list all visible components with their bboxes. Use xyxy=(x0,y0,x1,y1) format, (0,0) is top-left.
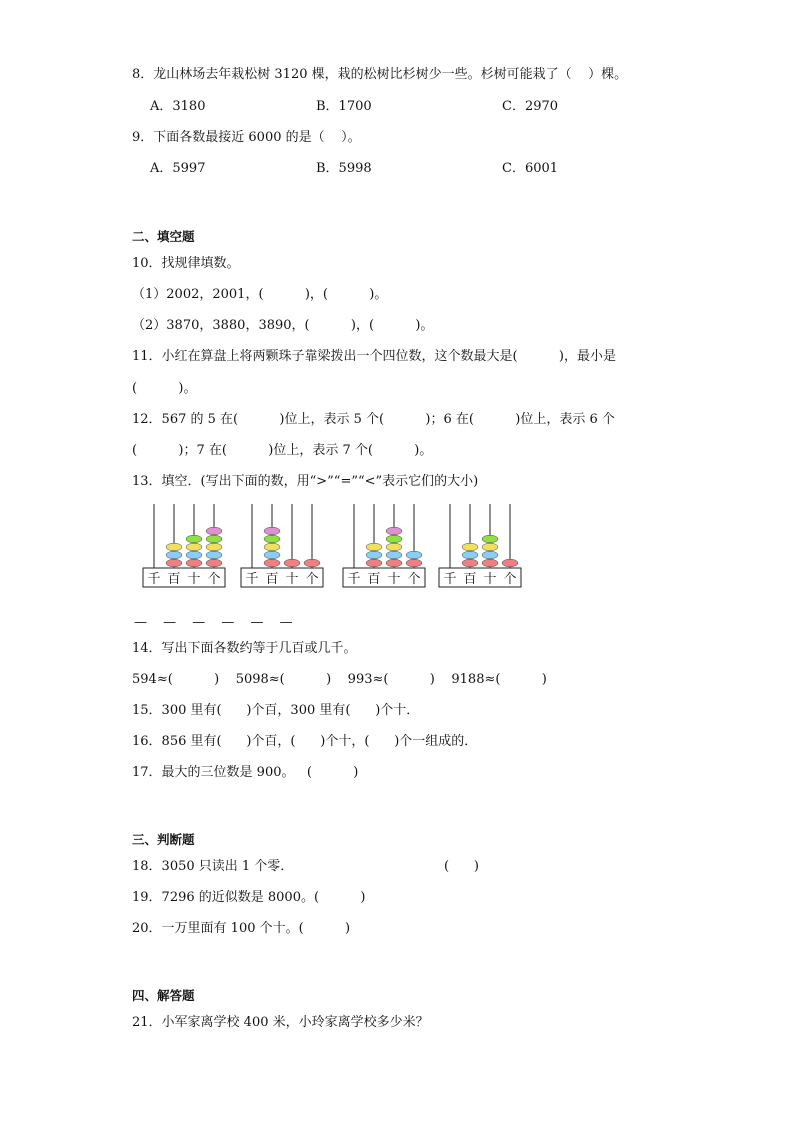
question-14-items: 594≈( ) 5098≈( ) 993≈( ) 9188≈( ) xyxy=(132,672,547,687)
abacus-bead xyxy=(264,543,280,551)
abacus-bead xyxy=(462,551,478,559)
abacus-bead xyxy=(462,543,478,551)
abacus-2-svg xyxy=(240,502,324,590)
abacus-bead xyxy=(386,535,402,543)
abacus-bead xyxy=(502,559,518,567)
question-8-option-b[interactable]: B．1700 xyxy=(316,99,372,114)
question-10-part-1: （1）2002，2001，( )，( )。 xyxy=(132,287,388,302)
question-9-text: 9．下面各数最接近 6000 的是（ ）。 xyxy=(132,130,361,145)
question-9-option-c[interactable]: C．6001 xyxy=(502,161,559,176)
abacus-bead xyxy=(386,559,402,567)
abacus-bead xyxy=(482,551,498,559)
question-11-text-line-1: 11．小红在算盘上将两颗珠子靠梁拨出一个四位数，这个数最大是( )，最小是 xyxy=(132,349,617,364)
abacus-bead xyxy=(462,559,478,567)
question-13-text: 13．填空．(写出下面的数，用“>”“=”“<”表示它们的大小) xyxy=(132,474,479,489)
abacus-bead xyxy=(206,543,222,551)
question-11-text-line-2: ( )。 xyxy=(132,381,197,396)
abacus-bead xyxy=(166,551,182,559)
abacus-3 xyxy=(342,502,426,594)
question-19-text: 19．7296 的近似数是 8000。( ) xyxy=(132,890,366,905)
abacus-place-label: 个 xyxy=(305,572,319,587)
question-12-text-line-1: 12．567 的 5 在( )位上，表示 5 个( )；6 在( )位上，表示 6 个 xyxy=(132,412,615,427)
abacus-bead xyxy=(264,551,280,559)
abacus-bead xyxy=(284,559,300,567)
question-12-text-line-2: ( )；7 在( )位上，表示 7 个( )。 xyxy=(132,443,433,458)
abacus-bead xyxy=(264,559,280,567)
question-9-option-b[interactable]: B．5998 xyxy=(316,161,372,176)
abacus-place-label: 千 xyxy=(443,572,457,587)
abacus-bead xyxy=(406,551,422,559)
abacus-place-label: 千 xyxy=(347,572,361,587)
question-10-part-2: （2）3870，3880，3890，( )，( )。 xyxy=(132,318,434,333)
abacus-place-label: 个 xyxy=(207,572,221,587)
abacus-bead xyxy=(386,551,402,559)
abacus-bead xyxy=(186,535,202,543)
abacus-bead xyxy=(206,535,222,543)
abacus-place-label: 个 xyxy=(503,572,517,587)
abacus-place-label: 十 xyxy=(187,572,201,587)
abacus-place-label: 千 xyxy=(147,572,161,587)
abacus-place-label: 百 xyxy=(463,572,477,587)
abacus-bead xyxy=(206,559,222,567)
abacus-4 xyxy=(438,502,522,594)
question-8-option-c[interactable]: C．2970 xyxy=(502,99,559,114)
abacus-3-svg xyxy=(342,502,426,590)
question-15-text: 15．300 里有( )个百，300 里有( )个十． xyxy=(132,703,420,718)
question-8-text: 8．龙山林场去年栽松树 3120 棵，栽的松树比杉树少一些。杉树可能栽了（ ）棵。 xyxy=(132,67,628,82)
abacus-place-label: 十 xyxy=(483,572,497,587)
question-16-text: 16．856 里有( )个百，( )个十，( )个一组成的． xyxy=(132,734,478,749)
abacus-bead xyxy=(186,559,202,567)
answer-blanks[interactable]: — — — — — — xyxy=(134,615,299,630)
section-2-heading: 二、填空题 xyxy=(132,229,195,244)
abacus-1 xyxy=(142,502,226,594)
abacus-bead xyxy=(366,543,382,551)
abacus-bead xyxy=(264,527,280,535)
abacus-bead xyxy=(186,543,202,551)
abacus-2 xyxy=(240,502,324,594)
abacus-bead xyxy=(482,543,498,551)
abacus-bead xyxy=(264,535,280,543)
question-18-answer-paren[interactable]: ( ) xyxy=(444,859,479,874)
question-14-text: 14．写出下面各数约等于几百或几千。 xyxy=(132,641,357,656)
abacus-bead xyxy=(366,551,382,559)
abacus-bead xyxy=(304,559,320,567)
abacus-4-svg xyxy=(438,502,522,590)
abacus-bead xyxy=(206,527,222,535)
question-20-text: 20．一万里面有 100 个十。( ) xyxy=(132,921,351,936)
abacus-1-svg xyxy=(142,502,226,590)
abacus-bead xyxy=(386,543,402,551)
abacus-place-label: 十 xyxy=(285,572,299,587)
abacus-bead xyxy=(166,559,182,567)
abacus-bead xyxy=(206,551,222,559)
abacus-place-label: 百 xyxy=(265,572,279,587)
abacus-bead xyxy=(186,551,202,559)
abacus-bead xyxy=(166,543,182,551)
abacus-bead xyxy=(386,527,402,535)
question-21-text: 21．小军家离学校 400 米，小玲家离学校多少米？ xyxy=(132,1015,429,1030)
abacus-bead xyxy=(366,559,382,567)
section-4-heading: 四、解答题 xyxy=(132,988,195,1003)
abacus-place-label: 百 xyxy=(367,572,381,587)
question-8-option-a[interactable]: A．3180 xyxy=(150,99,206,114)
abacus-bead xyxy=(482,559,498,567)
abacus-place-label: 个 xyxy=(407,572,421,587)
question-10-text: 10．找规律填数。 xyxy=(132,256,240,271)
abacus-place-label: 十 xyxy=(387,572,401,587)
abacus-bead xyxy=(406,559,422,567)
question-18-text: 18．3050 只读出 1 个零． xyxy=(132,859,294,874)
question-17-text: 17．最大的三位数是 900。 ( ) xyxy=(132,765,359,780)
abacus-bead xyxy=(482,535,498,543)
question-9-option-a[interactable]: A．5997 xyxy=(150,161,206,176)
section-3-heading: 三、判断题 xyxy=(132,832,195,847)
abacus-place-label: 百 xyxy=(167,572,181,587)
abacus-place-label: 千 xyxy=(245,572,259,587)
